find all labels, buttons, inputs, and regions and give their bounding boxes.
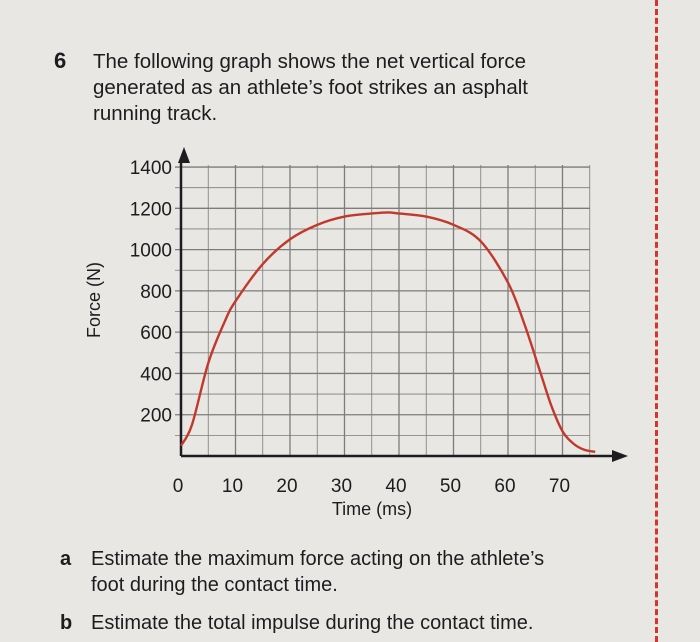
subquestion-a-text: [91, 546, 544, 598]
y-tick-label: 1200: [129, 199, 172, 221]
y-tick-label: 200: [140, 405, 172, 427]
subquestion-a-letter: a: [60, 548, 72, 570]
y-tick-label: 600: [140, 323, 172, 345]
subquestion-b-line-1: Estimate the total impulse during the contact time.: [91, 612, 534, 634]
question-number: 6: [54, 48, 67, 73]
x-tick-label: 70: [548, 476, 571, 497]
question-line-3: running track.: [93, 102, 218, 125]
y-axis-label: Force (N): [84, 262, 104, 338]
x-tick-label: 0: [172, 476, 184, 497]
x-tick-label: 30: [330, 476, 353, 497]
y-axis-arrow: [178, 147, 190, 163]
y-tick-label: 400: [140, 364, 172, 386]
y-tick-label: 1400: [129, 158, 172, 180]
x-tick-label: 50: [439, 476, 462, 497]
question-line-1: The following graph shows the net vertical force: [93, 50, 527, 73]
subquestion-b-text: [91, 610, 533, 636]
x-axis-arrow: [612, 450, 628, 462]
x-tick-label: 10: [221, 476, 244, 497]
y-tick-label: 1000: [129, 240, 172, 262]
subquestion-a-line-1: Estimate the maximum force acting on the athlete’s: [91, 548, 545, 570]
x-tick-label: 40: [385, 476, 407, 497]
x-tick-label: 20: [276, 476, 298, 497]
x-tick-label: 60: [494, 476, 516, 497]
y-tick-label: 800: [140, 281, 172, 303]
x-axis-label: Time (ms): [331, 499, 413, 519]
subquestion-a-line-2: foot during the contact time.: [91, 574, 338, 596]
question-line-2: generated as an athlete’s foot strikes an asphalt: [93, 76, 528, 99]
subquestion-b-letter: b: [60, 612, 73, 634]
